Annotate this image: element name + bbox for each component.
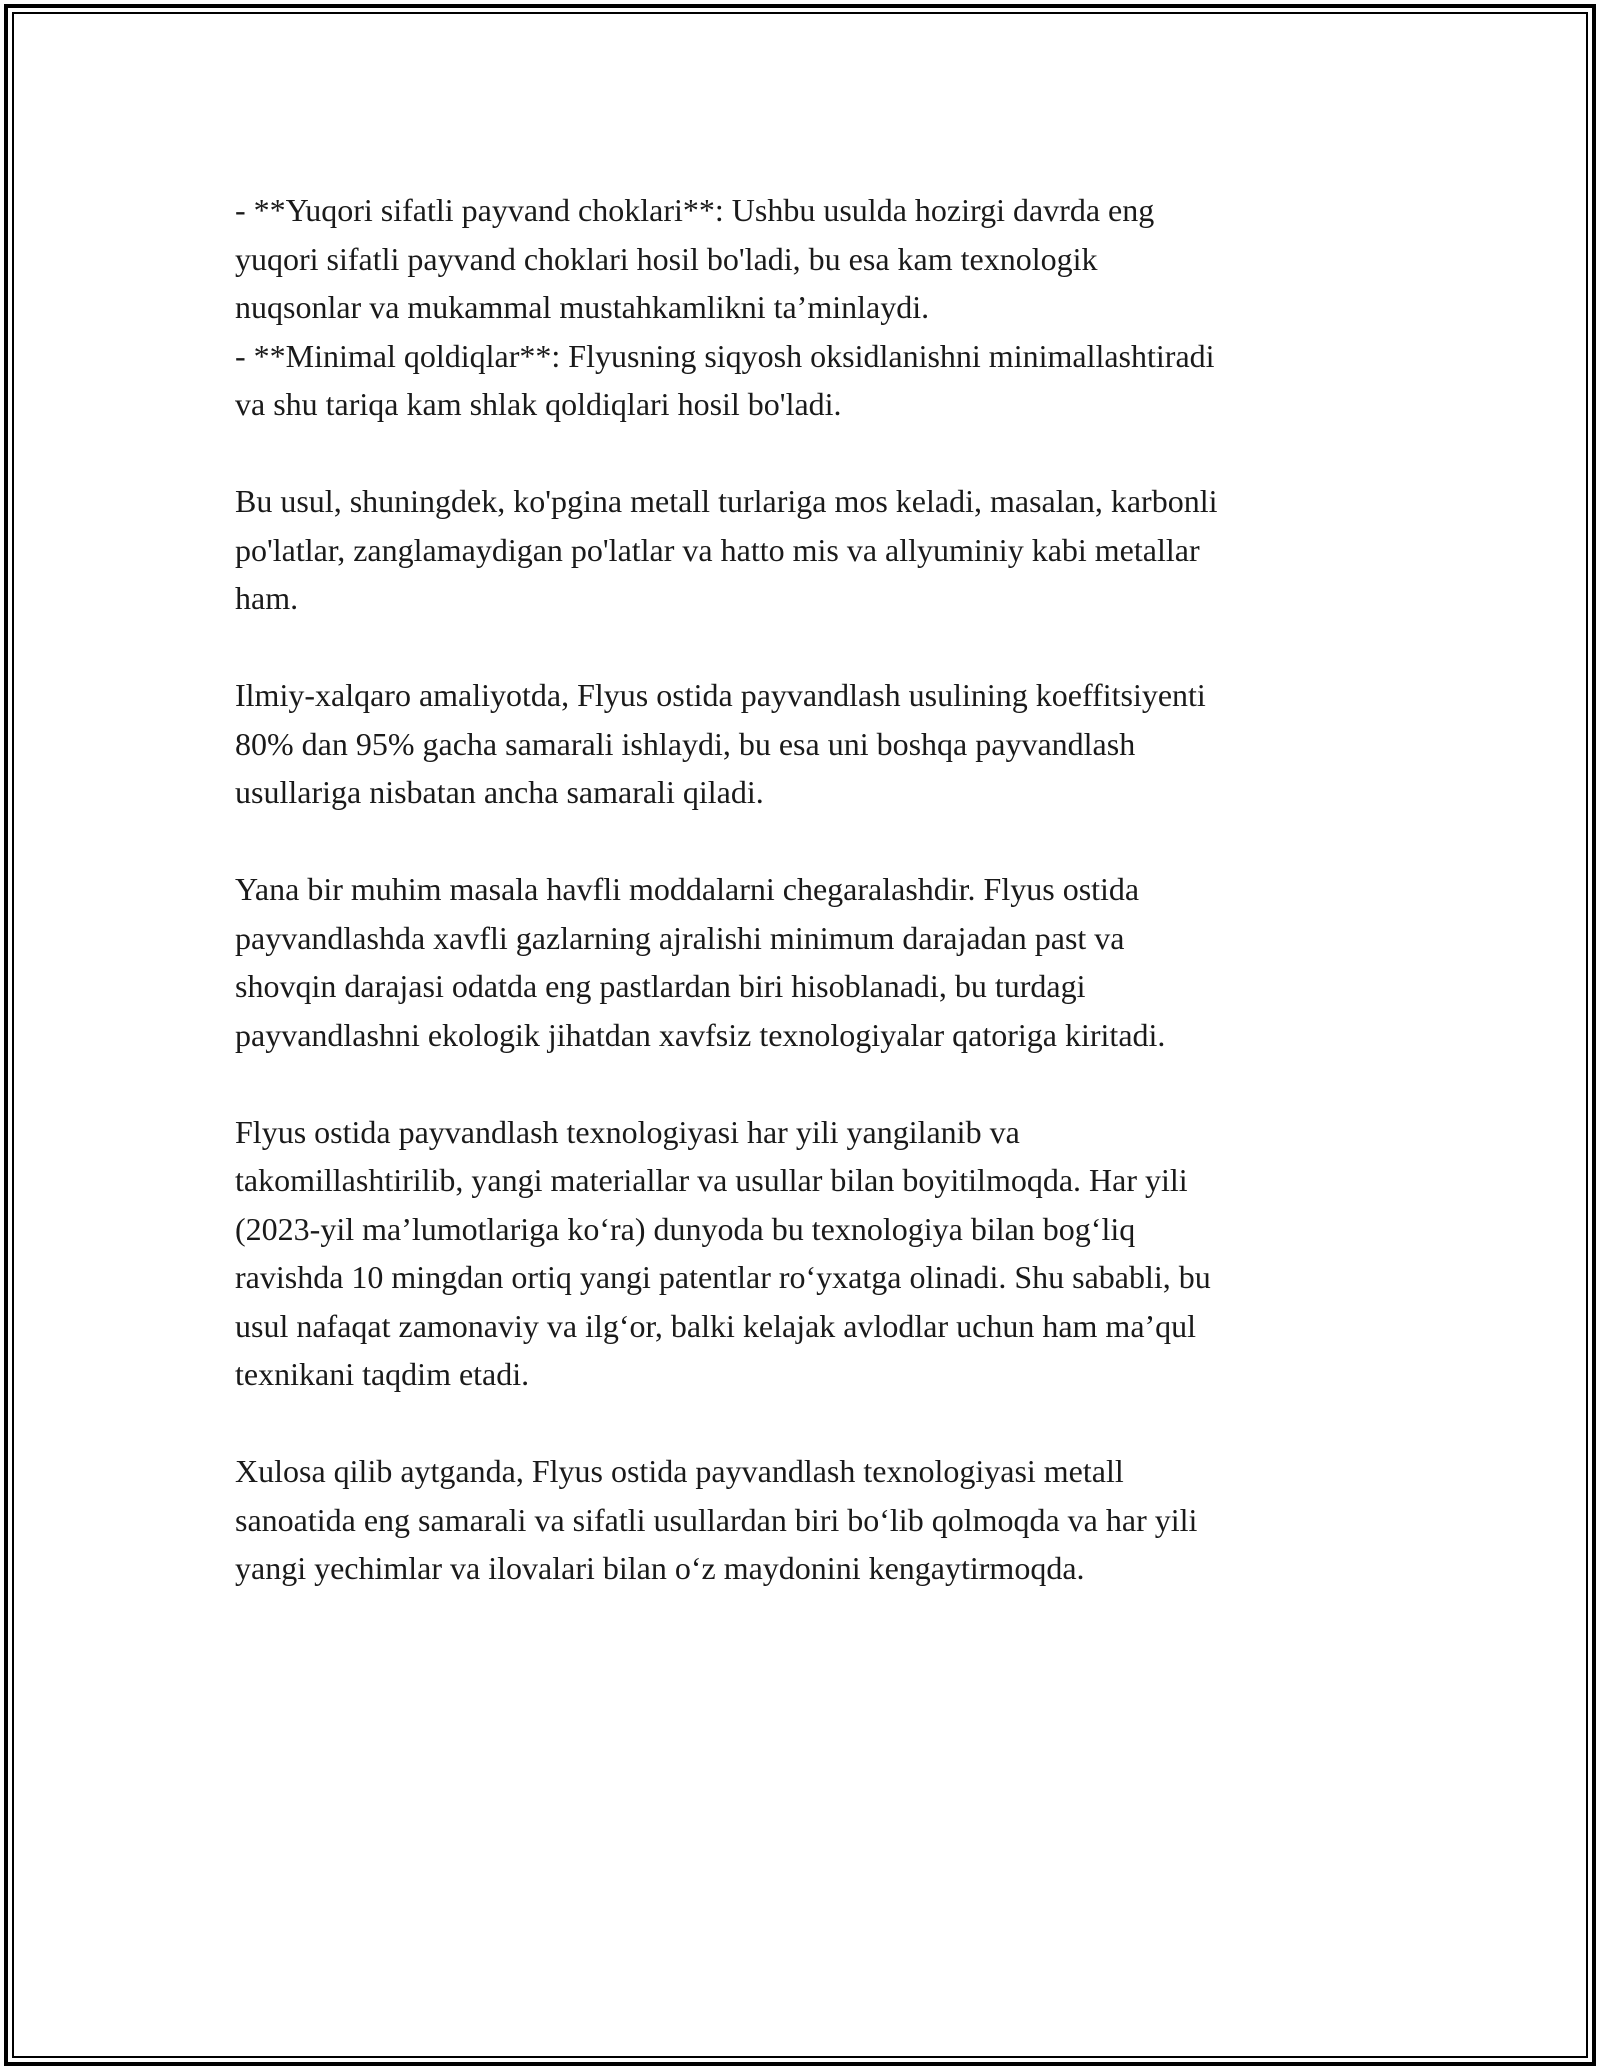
text-line: yangi yechimlar va ilovalari bilan o‘z maydonini kengaytirmoqda. <box>235 1550 1085 1586</box>
text-line: va shu tariqa kam shlak qoldiqlari hosil bo'ladi. <box>235 386 842 422</box>
text-line: yuqori sifatli payvand choklari hosil bo'ladi, bu esa kam texnologik <box>235 240 1098 277</box>
text-line: usullariga nisbatan ancha samarali qiladi. <box>235 774 764 810</box>
text-line: payvandlashni ekologik jihatdan xavfsiz texnologiyalar qatoriga kiritadi. <box>235 1016 1166 1053</box>
text-line: payvandlashda xavfli gazlarning ajralishi minimum darajadan past va <box>235 919 1125 956</box>
text-line: - **Yuqori sifatli payvand choklari**: Ushbu usulda hozirgi davrda eng <box>235 192 1155 228</box>
text-line: takomillashtirilib, yangi materiallar va usullar bilan boyitilmoqda. Har yili <box>235 1162 1188 1198</box>
text-line: ravishda 10 mingdan ortiq yangi patentlar ro‘yxatga olinadi. Shu sababli, bu <box>235 1259 1211 1295</box>
text-line: po'latlar, zanglamaydigan po'latlar va hatto mis va allyuminiy kabi metallar <box>235 531 1200 568</box>
text-line: Yana bir muhim masala havfli moddalarni chegaralashdir. Flyus ostida <box>235 871 1140 907</box>
text-line: texnikani taqdim etadi. <box>235 1356 530 1392</box>
document-body <box>235 186 1375 1641</box>
text-line: Xulosa qilib aytganda, Flyus ostida payvandlash texnologiyasi metall <box>235 1453 1124 1489</box>
text-line: shovqin darajasi odatda eng pastlardan biri hisoblanadi, bu turdagi <box>235 968 1086 1004</box>
paragraph-innovation <box>235 1108 1375 1399</box>
paragraph-metal-types <box>235 477 1375 623</box>
text-line: 80% dan 95% gacha samarali ishlaydi, bu esa uni boshqa payvandlash <box>235 725 1136 762</box>
paragraph-safety <box>235 865 1375 1059</box>
paragraph-efficiency <box>235 671 1375 817</box>
text-line: Ilmiy-xalqaro amaliyotda, Flyus ostida payvandlash usulining koeffitsiyenti <box>235 677 1206 713</box>
paragraph-conclusion <box>235 1447 1375 1593</box>
text-line: sanoatida eng samarali va sifatli usullardan biri bo‘lib qolmoqda va har yili <box>235 1501 1198 1538</box>
text-line: Flyus ostida payvandlash texnologiyasi har yili yangilanib va <box>235 1113 1020 1150</box>
text-line: ham. <box>235 580 299 616</box>
text-line: nuqsonlar va mukammal mustahkamlikni ta’minlaydi. <box>235 289 930 325</box>
paragraph-advantages <box>235 186 1375 429</box>
text-line: usul nafaqat zamonaviy va ilg‘or, balki kelajak avlodlar uchun ham ma’qul <box>235 1307 1197 1344</box>
text-line: - **Minimal qoldiqlar**: Flyusning siqyosh oksidlanishni minimallashtiradi <box>235 337 1215 374</box>
text-line: Bu usul, shuningdek, ko'pgina metall turlariga mos keladi, masalan, karbonli <box>235 483 1218 519</box>
text-line: (2023-yil ma’lumotlariga ko‘ra) dunyoda bu texnologiya bilan bog‘liq <box>235 1210 1136 1247</box>
